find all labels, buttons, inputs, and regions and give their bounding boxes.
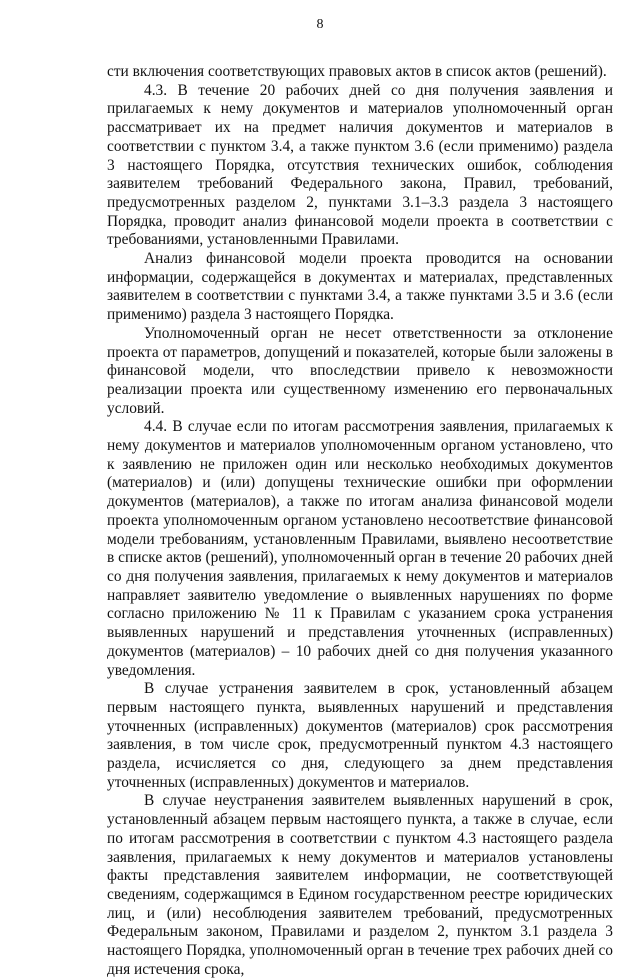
page-number: 8 (316, 17, 324, 32)
paragraph-4-4: 4.4. В случае если по итогам рассмотрения заявления, прилагаемых к нему документов и материалов уполномоченным органом установлено, что к заявлению не приложен один или несколько необходимых документов (материалов) и (или) допущены технические ошибки при оформлении документов (материалов), а также по итогам анализа финансовой модели проекта уполномоченным органом установлено несоответствие финансовой модели требованиям, установленным Правилами, выявлено несоответствие в списке актов (решений), уполномоченный орган в течение 20 рабочих дней со дня получения заявления, прилагаемых к нему документов и материалов направляет заявителю уведомление о выявленных нарушениях по форме согласно приложению № 11 к Правилам с указанием срока устранения выявленных нарушений и представления уточненных (исправленных) документов (материалов) – 10 рабочих дней со дня получения указанного уведомления. (107, 418, 613, 679)
paragraph-continuation: сти включения соответствующих правовых актов в список актов (решений). (107, 63, 607, 80)
paragraph-non-elimination: В случае неустранения заявителем выявленных нарушений в срок, установленный абзацем первым настоящего пункта, а также в случае, если по итогам рассмотрения в соответствии с пунктом 4.3 настоящего раздела заявления, прилагаемых к нему документов и материалов установлены факты представления заявителем информации, не соответствующей сведениям, содержащимся в Едином государственном реестре юридических лиц, и (или) несоблюдения заявителем требований, предусмотренных Федеральным законом, Правилами и разделом 2, пунктом 3.1 раздела 3 настоящего Порядка, уполномоченный орган в течение трех рабочих дней со дня истечения срока, (107, 792, 613, 978)
paragraph-no-responsibility: Уполномоченный орган не несет ответственности за отклонение проекта от параметров, допущений и показателей, которые были заложены в финансовой модели, что впоследствии привело к невозможности реализации проекта или существенному изменению его первоначальных условий. (107, 324, 613, 417)
paragraph-financial-model-analysis: Анализ финансовой модели проекта проводится на основании информации, содержащейся в документах и материалах, представленных заявителем в соответствии с пунктами 3.4, а также пунктами 3.5 и 3.6 (если применимо) раздела 3 настоящего Порядка. (107, 250, 613, 324)
paragraph-4-3: 4.3. В течение 20 рабочих дней со дня получения заявления и прилагаемых к нему документов и материалов уполномоченный орган рассматривает их на предмет наличия документов и материалов в соответствии с пунктом 3.4, а также пунктом 3.6 (если применимо) раздела 3 настоящего Порядка, отсутствия технических ошибок, соблюдения заявителем требований Федерального закона, Правил, требований, предусмотренных разделом 2, пунктами 3.1–3.3 раздела 3 настоящего Порядка, проводит анализ финансовой модели проекта в соответствии с требованиями, установленными Правилами. (107, 81, 613, 249)
paragraph-elimination-in-time: В случае устранения заявителем в срок, установленный абзацем первым настоящего пункта, выявленных нарушений и представления уточненных (исправленных) документов (материалов) срок рассмотрения заявления, в том числе срок, предусмотренный пунктом 4.3 настоящего раздела, исчисляется со дня, следующего за днем представления уточненных (исправленных) документов и материалов. (107, 680, 613, 791)
document-body (107, 63, 613, 979)
